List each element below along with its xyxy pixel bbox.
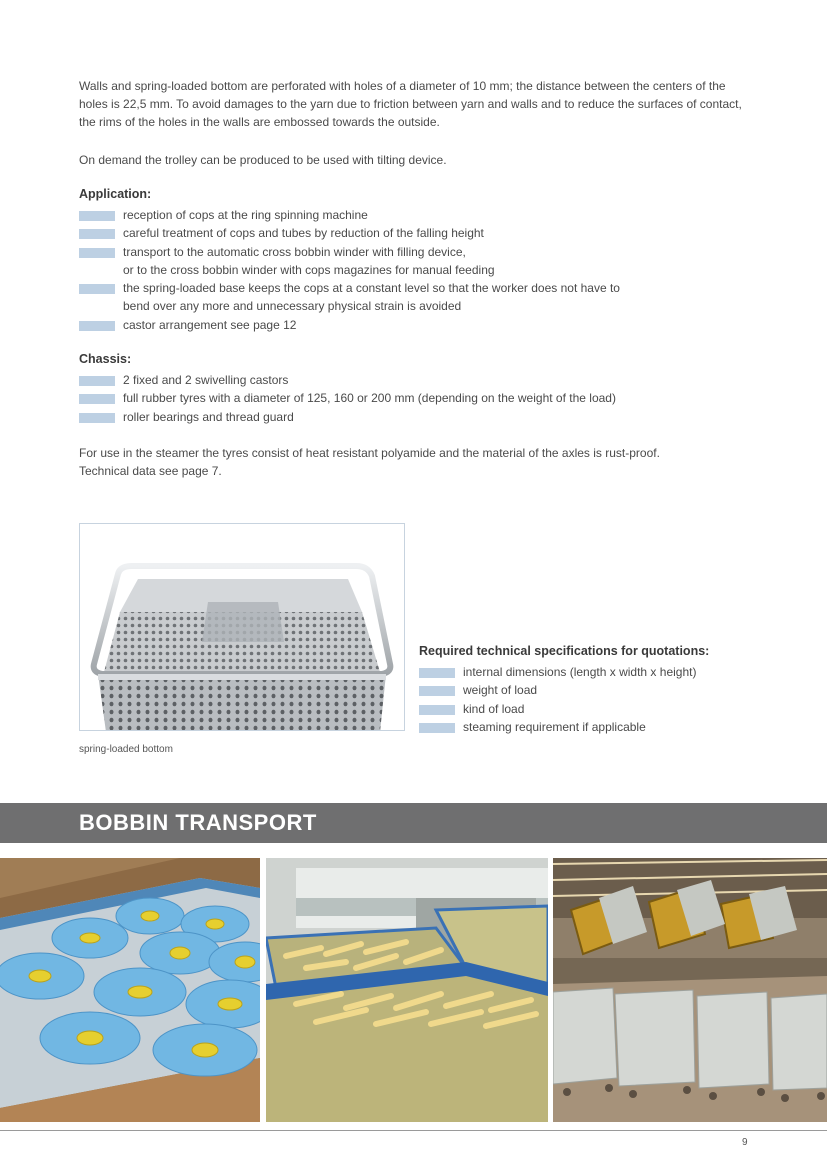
footer-divider [0, 1130, 827, 1131]
list-item: the spring-loaded base keeps the cops at a constant level so that the worker does not have to bend over any more and unnecessary physical strain is avoided [79, 279, 620, 316]
list-item: kind of load [419, 700, 696, 718]
bullet-bar-icon [419, 723, 455, 733]
tilting-trolleys-image [553, 858, 827, 1122]
bullet-bar-icon [79, 376, 115, 386]
bullet-bar-icon [419, 686, 455, 696]
list-item: careful treatment of cops and tubes by reduction of the falling height [79, 224, 620, 242]
bullet-bar-icon [419, 668, 455, 678]
intro-line-1: Walls and spring-loaded bottom are perforated with holes of a diameter of 10 mm; the distance between the centers of the [79, 79, 726, 93]
tilting-note: On demand the trolley can be produced to be used with tilting device. [79, 153, 447, 167]
bobbin-box-photo [0, 858, 260, 1122]
cops-in-trolleys-image [266, 858, 548, 1122]
list-item: weight of load [419, 681, 696, 699]
bullet-bar-icon [419, 705, 455, 715]
requirements-heading: Required technical specifications for quotations: [419, 644, 710, 658]
cop-trolley-photo [266, 858, 548, 1122]
tilting-device-photo [553, 858, 827, 1122]
chassis-list [79, 371, 616, 426]
steamer-line-1: For use in the steamer the tyres consist of heat resistant polyamide and the material of the axles is rust-proof. [79, 446, 660, 460]
chassis-heading: Chassis: [79, 352, 132, 366]
page-number: 9 [742, 1137, 748, 1148]
steamer-line-2: Technical data see page 7. [79, 464, 222, 478]
list-item: steaming requirement if applicable [419, 718, 696, 736]
application-list [79, 206, 620, 334]
bullet-bar-icon [79, 394, 115, 404]
requirements-list [419, 663, 696, 736]
figure-caption: spring-loaded bottom [79, 744, 173, 755]
bullet-bar-icon [79, 321, 115, 331]
list-item: internal dimensions (length x width x height) [419, 663, 696, 681]
bullet-bar-icon [79, 229, 115, 239]
application-heading: Application: [79, 187, 152, 201]
bullet-bar-icon [79, 211, 115, 221]
list-item: full rubber tyres with a diameter of 125, 160 or 200 mm (depending on the weight of the load) [79, 389, 616, 407]
list-item: castor arrangement see page 12 [79, 316, 620, 334]
perforated-basket-image [80, 524, 405, 731]
list-item: 2 fixed and 2 swivelling castors [79, 371, 616, 389]
blue-bobbins-image [0, 858, 260, 1122]
spring-loaded-bottom-photo [79, 523, 405, 731]
bullet-bar-icon [79, 248, 115, 258]
intro-line-3: the rims of the holes in the walls are embossed towards the outside. [79, 115, 440, 129]
section-title: BOBBIN TRANSPORT [79, 810, 317, 835]
bullet-bar-icon [79, 284, 115, 294]
intro-line-2: holes is 22,5 mm. To avoid damages to the yarn due to friction between yarn and walls and to reduce the surfaces of contact, [79, 97, 742, 111]
section-banner [0, 803, 827, 843]
list-item: roller bearings and thread guard [79, 408, 616, 426]
list-item: transport to the automatic cross bobbin winder with filling device, or to the cross bobbin winder with cops magazines for manual feeding [79, 243, 620, 280]
list-item: reception of cops at the ring spinning machine [79, 206, 620, 224]
bullet-bar-icon [79, 413, 115, 423]
